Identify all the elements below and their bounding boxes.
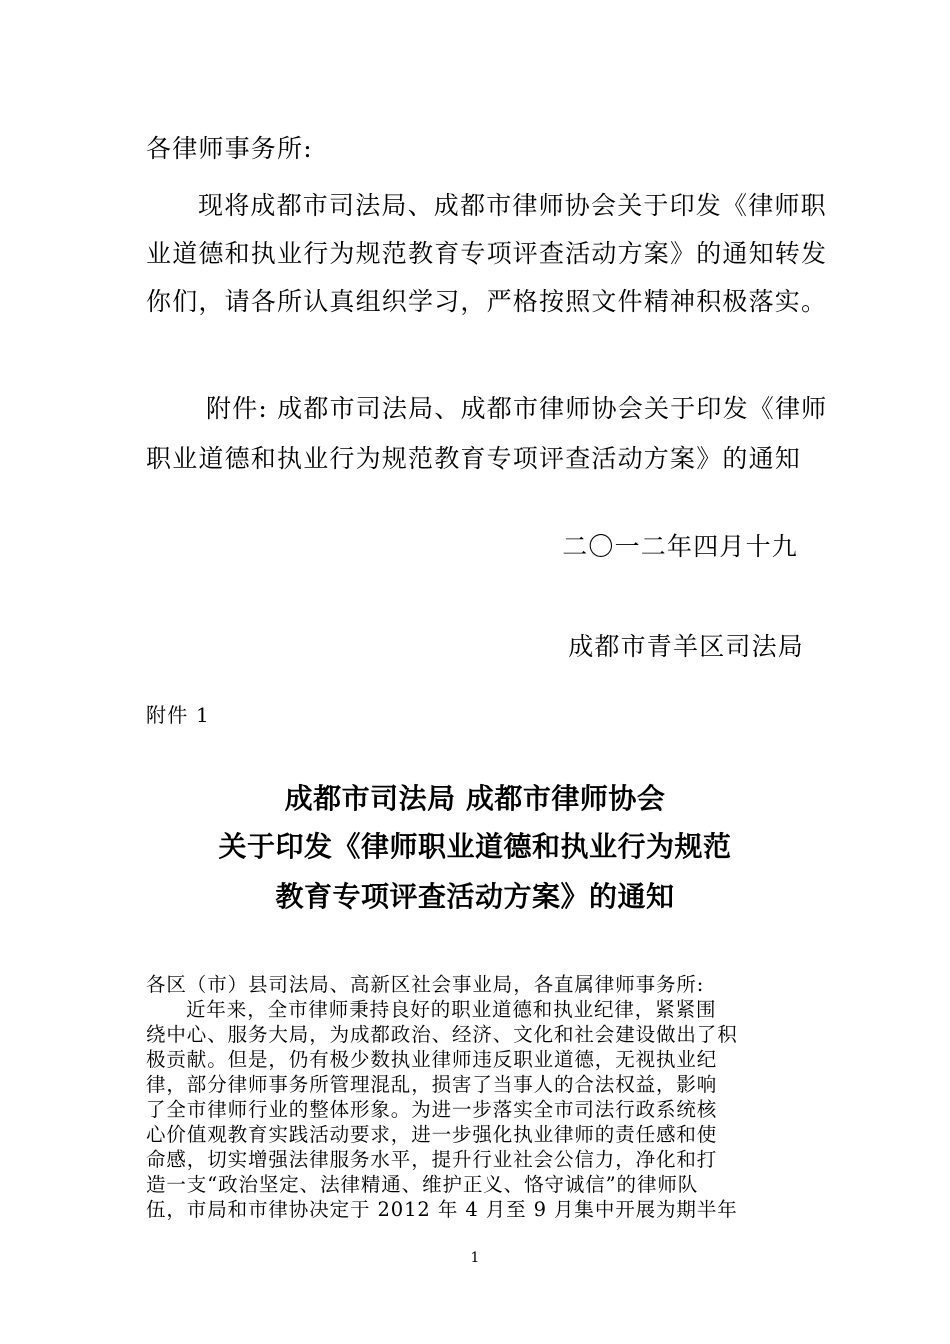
notice-body-line: 造一支“政治坚定、法律精通、维护正义、恪守诚信”的律师队 [146,1173,699,1196]
notice-body-line: 绕中心、服务大局，为成都政治、经济、文化和社会建设做出了积 [146,1023,738,1046]
notice-body-line: 了全市律师行业的整体形象。为进一步落实全市司法行政系统核 [146,1098,718,1121]
notice-body-line: 伍，市局和市律协决定于 2012 年 4 月至 9 月集中开展为期半年 [146,1198,738,1221]
attachment-line: 职业道德和执业行为规范教育专项评查活动方案》的通知 [146,444,802,473]
notice-title-line: 教育专项评查活动方案》的通知 [275,880,675,913]
cover-letter-line: 现将成都市司法局、成都市律师协会关于印发《律师职 [198,191,827,220]
salutation: 各律师事务所: [146,134,313,163]
annex-label: 附件 1 [146,703,210,727]
issue-date: 二〇一二年四月十九 [562,532,798,561]
cover-letter-body [146,182,828,326]
notice-body-line: 律，部分律师事务所管理混乱，损害了当事人的合法权益，影响 [146,1073,718,1096]
cover-letter-line: 你们，请各所认真组织学习，严格按照文件精神积极落实。 [146,287,828,316]
notice-body-line: 命感，切实增强法律服务水平，提升行业社会公信力，净化和打 [146,1148,718,1171]
notice-body-line: 心价值观教育实践活动要求，进一步强化执业律师的责任感和使 [146,1123,718,1146]
notice-body-line: 近年来，全市律师秉持良好的职业道德和执业纪律，紧紧围 [186,998,717,1021]
notice-title-line: 关于印发《律师职业道德和执业行为规范 [218,830,732,863]
cover-letter-line: 业道德和执业行为规范教育专项评查活动方案》的通知转发 [146,239,828,268]
notice-body-line: 极贡献。但是，仍有极少数执业律师违反职业道德，无视执业纪 [146,1048,718,1071]
issuer-name: 成都市青羊区司法局 [568,632,804,661]
notice-title-line: 成都市司法局 成都市律师协会 [284,782,666,815]
attachment-line: 附件: 成都市司法局、成都市律师协会关于印发《律师 [206,394,828,423]
page-number: 1 [470,1250,480,1266]
notice-body [146,972,806,1222]
notice-addressee: 各区（市）县司法局、高新区社会事业局，各直属律师事务所: [146,973,705,996]
attachment-note [146,384,828,484]
